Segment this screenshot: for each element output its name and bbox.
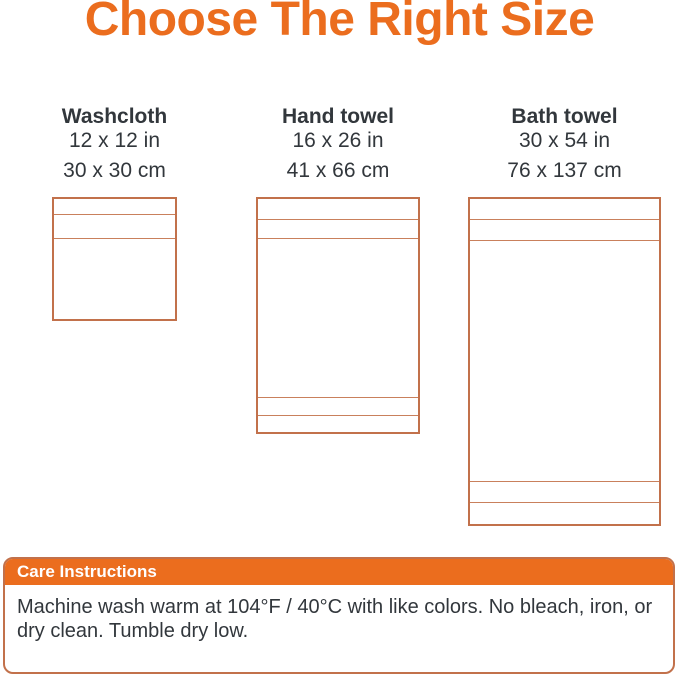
hand-towel-hem-line xyxy=(258,397,418,398)
washcloth-column xyxy=(52,105,177,321)
washcloth-hem-line xyxy=(54,214,175,215)
page-title: Choose The Right Size xyxy=(84,0,595,46)
washcloth-size-cm: 30 x 30 cm xyxy=(63,159,166,182)
hand-towel-hem-line xyxy=(258,219,418,220)
washcloth-diagram xyxy=(52,197,177,321)
hand-towel-size-inches: 16 x 26 in xyxy=(292,129,384,152)
washcloth-name-label: Washcloth xyxy=(61,105,168,128)
bath-towel-size-cm: 76 x 137 cm xyxy=(507,159,622,182)
hand-towel-hem-line xyxy=(258,238,418,239)
care-instructions-card xyxy=(3,557,675,674)
care-instructions-line: dry clean. Tumble dry low. xyxy=(17,620,249,642)
bath-towel-size-inches: 30 x 54 in xyxy=(518,129,611,152)
bath-towel-hem-line xyxy=(470,502,659,503)
bath-towel-hem-line xyxy=(470,481,659,482)
hand-towel-diagram xyxy=(256,197,420,434)
hand-towel-name-label: Hand towel xyxy=(281,105,394,128)
care-instructions-line: Machine wash warm at 104°F / 40°C with like colors. No bleach, iron, or xyxy=(17,596,653,618)
care-instructions-header: Care Instructions xyxy=(5,559,673,585)
bath-towel-hem-line xyxy=(470,240,659,241)
hand-towel-hem-line xyxy=(258,415,418,416)
hand-towel-size-cm: 41 x 66 cm xyxy=(286,159,390,182)
bath-towel-column xyxy=(468,105,661,526)
washcloth-size-inches: 12 x 12 in xyxy=(68,129,161,152)
bath-towel-hem-line xyxy=(470,219,659,220)
bath-towel-name-label: Bath towel xyxy=(511,105,618,128)
bath-towel-diagram xyxy=(468,197,661,526)
hand-towel-column xyxy=(256,105,420,434)
care-instructions-body xyxy=(5,585,673,643)
washcloth-hem-line xyxy=(54,238,175,239)
